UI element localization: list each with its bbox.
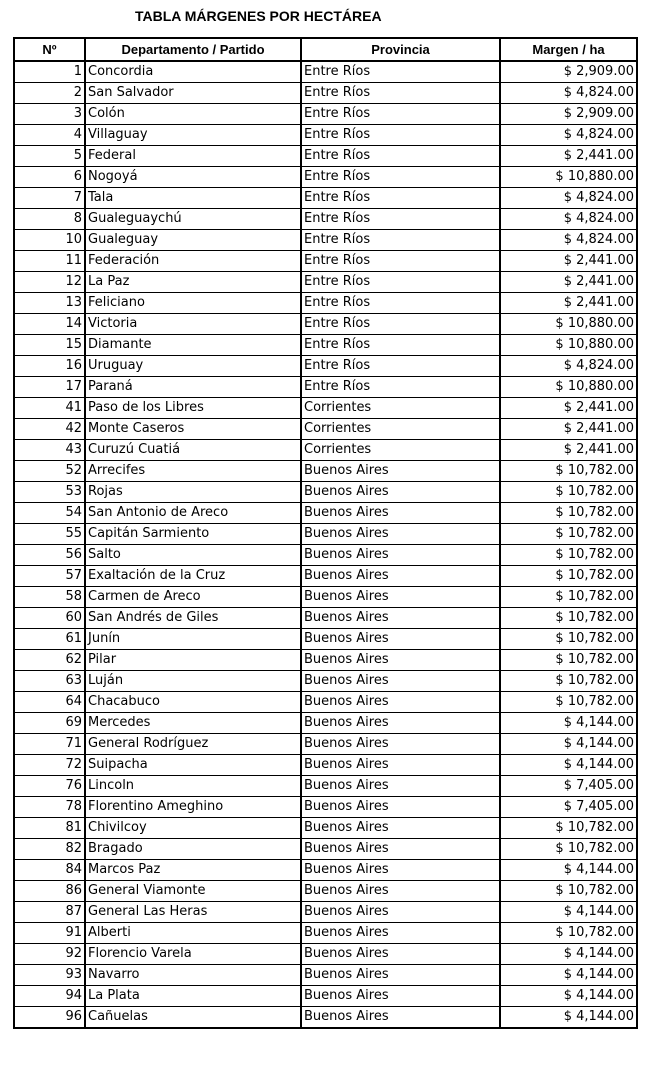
margin-cell: $ 7,405.00 — [500, 776, 637, 797]
margin-cell: $ 4,144.00 — [500, 1007, 637, 1029]
table-row — [14, 1007, 637, 1029]
province-cell: Corrientes — [301, 398, 500, 419]
province-cell: Buenos Aires — [301, 839, 500, 860]
province-cell: Entre Ríos — [301, 377, 500, 398]
table-row — [14, 692, 637, 713]
row-number: 54 — [14, 503, 85, 524]
department-cell: Navarro — [85, 965, 301, 986]
row-number: 2 — [14, 83, 85, 104]
province-cell: Corrientes — [301, 419, 500, 440]
province-cell: Entre Ríos — [301, 335, 500, 356]
table-row — [14, 755, 637, 776]
header-province: Provincia — [301, 38, 500, 61]
department-cell: General Viamonte — [85, 881, 301, 902]
row-number: 8 — [14, 209, 85, 230]
province-cell: Buenos Aires — [301, 650, 500, 671]
department-cell: Nogoyá — [85, 167, 301, 188]
province-cell: Corrientes — [301, 440, 500, 461]
row-number: 71 — [14, 734, 85, 755]
table-row — [14, 650, 637, 671]
margin-cell: $ 10,782.00 — [500, 629, 637, 650]
margin-cell: $ 2,441.00 — [500, 272, 637, 293]
table-row — [14, 566, 637, 587]
department-cell: Tala — [85, 188, 301, 209]
table-row — [14, 587, 637, 608]
table-row — [14, 461, 637, 482]
table-row — [14, 146, 637, 167]
department-cell: Florencio Varela — [85, 944, 301, 965]
table-row — [14, 524, 637, 545]
table-row — [14, 944, 637, 965]
row-number: 78 — [14, 797, 85, 818]
margin-cell: $ 4,144.00 — [500, 713, 637, 734]
margin-cell: $ 2,441.00 — [500, 251, 637, 272]
row-number: 11 — [14, 251, 85, 272]
department-cell: Mercedes — [85, 713, 301, 734]
province-cell: Entre Ríos — [301, 293, 500, 314]
row-number: 62 — [14, 650, 85, 671]
table-row — [14, 167, 637, 188]
table-row — [14, 713, 637, 734]
province-cell: Entre Ríos — [301, 104, 500, 125]
department-cell: San Salvador — [85, 83, 301, 104]
department-cell: Pilar — [85, 650, 301, 671]
table-row — [14, 335, 637, 356]
department-cell: Colón — [85, 104, 301, 125]
row-number: 69 — [14, 713, 85, 734]
row-number: 84 — [14, 860, 85, 881]
row-number: 53 — [14, 482, 85, 503]
province-cell: Entre Ríos — [301, 230, 500, 251]
province-cell: Buenos Aires — [301, 713, 500, 734]
department-cell: Gualeguaychú — [85, 209, 301, 230]
row-number: 57 — [14, 566, 85, 587]
province-cell: Entre Ríos — [301, 188, 500, 209]
department-cell: San Andrés de Giles — [85, 608, 301, 629]
row-number: 5 — [14, 146, 85, 167]
department-cell: Alberti — [85, 923, 301, 944]
department-cell: Paraná — [85, 377, 301, 398]
table-row — [14, 902, 637, 923]
province-cell: Buenos Aires — [301, 881, 500, 902]
table-row — [14, 377, 637, 398]
province-cell: Entre Ríos — [301, 125, 500, 146]
margin-cell: $ 4,144.00 — [500, 734, 637, 755]
row-number: 81 — [14, 818, 85, 839]
department-cell: Luján — [85, 671, 301, 692]
margin-cell: $ 4,824.00 — [500, 356, 637, 377]
table-row — [14, 230, 637, 251]
province-cell: Buenos Aires — [301, 923, 500, 944]
margin-cell: $ 4,824.00 — [500, 209, 637, 230]
row-number: 86 — [14, 881, 85, 902]
margin-cell: $ 10,782.00 — [500, 671, 637, 692]
row-number: 10 — [14, 230, 85, 251]
header-department: Departamento / Partido — [85, 38, 301, 61]
row-number: 60 — [14, 608, 85, 629]
margin-cell: $ 10,880.00 — [500, 335, 637, 356]
margin-cell: $ 10,782.00 — [500, 482, 637, 503]
department-cell: Paso de los Libres — [85, 398, 301, 419]
margin-cell: $ 10,782.00 — [500, 566, 637, 587]
department-cell: Uruguay — [85, 356, 301, 377]
table-row — [14, 839, 637, 860]
margin-cell: $ 4,824.00 — [500, 125, 637, 146]
margin-cell: $ 4,144.00 — [500, 965, 637, 986]
province-cell: Buenos Aires — [301, 818, 500, 839]
margin-cell: $ 2,441.00 — [500, 419, 637, 440]
margin-cell: $ 10,782.00 — [500, 524, 637, 545]
province-cell: Entre Ríos — [301, 83, 500, 104]
margin-cell: $ 10,880.00 — [500, 167, 637, 188]
province-cell: Entre Ríos — [301, 167, 500, 188]
province-cell: Buenos Aires — [301, 902, 500, 923]
department-cell: Junín — [85, 629, 301, 650]
department-cell: Chacabuco — [85, 692, 301, 713]
table-row — [14, 482, 637, 503]
table-row — [14, 545, 637, 566]
department-cell: Federal — [85, 146, 301, 167]
department-cell: Curuzú Cuatiá — [85, 440, 301, 461]
table-row — [14, 61, 637, 83]
row-number: 7 — [14, 188, 85, 209]
margin-cell: $ 10,782.00 — [500, 692, 637, 713]
province-cell: Buenos Aires — [301, 482, 500, 503]
department-cell: Capitán Sarmiento — [85, 524, 301, 545]
table-row — [14, 104, 637, 125]
header-number: Nº — [14, 38, 85, 61]
department-cell: Concordia — [85, 61, 301, 83]
province-cell: Buenos Aires — [301, 797, 500, 818]
margin-cell: $ 2,441.00 — [500, 398, 637, 419]
department-cell: Rojas — [85, 482, 301, 503]
province-cell: Buenos Aires — [301, 1007, 500, 1029]
row-number: 55 — [14, 524, 85, 545]
row-number: 64 — [14, 692, 85, 713]
margin-cell: $ 10,782.00 — [500, 923, 637, 944]
row-number: 13 — [14, 293, 85, 314]
department-cell: General Las Heras — [85, 902, 301, 923]
table-header-row — [14, 38, 637, 61]
department-cell: Diamante — [85, 335, 301, 356]
margin-cell: $ 10,782.00 — [500, 587, 637, 608]
department-cell: Gualeguay — [85, 230, 301, 251]
margin-cell: $ 4,824.00 — [500, 188, 637, 209]
margin-cell: $ 10,782.00 — [500, 608, 637, 629]
margin-cell: $ 10,782.00 — [500, 818, 637, 839]
table-row — [14, 356, 637, 377]
department-cell: Florentino Ameghino — [85, 797, 301, 818]
table-row — [14, 125, 637, 146]
province-cell: Buenos Aires — [301, 629, 500, 650]
province-cell: Entre Ríos — [301, 209, 500, 230]
margin-cell: $ 10,782.00 — [500, 839, 637, 860]
margin-cell: $ 4,824.00 — [500, 83, 637, 104]
table-row — [14, 293, 637, 314]
margin-cell: $ 2,909.00 — [500, 61, 637, 83]
row-number: 93 — [14, 965, 85, 986]
department-cell: Cañuelas — [85, 1007, 301, 1029]
province-cell: Buenos Aires — [301, 503, 500, 524]
department-cell: Federación — [85, 251, 301, 272]
row-number: 63 — [14, 671, 85, 692]
margin-cell: $ 10,782.00 — [500, 503, 637, 524]
province-cell: Buenos Aires — [301, 692, 500, 713]
province-cell: Entre Ríos — [301, 314, 500, 335]
row-number: 61 — [14, 629, 85, 650]
department-cell: Villaguay — [85, 125, 301, 146]
table-row — [14, 797, 637, 818]
margin-cell: $ 4,144.00 — [500, 944, 637, 965]
row-number: 92 — [14, 944, 85, 965]
department-cell: Chivilcoy — [85, 818, 301, 839]
province-cell: Buenos Aires — [301, 986, 500, 1007]
row-number: 52 — [14, 461, 85, 482]
province-cell: Buenos Aires — [301, 734, 500, 755]
row-number: 12 — [14, 272, 85, 293]
table-row — [14, 860, 637, 881]
margin-cell: $ 4,144.00 — [500, 986, 637, 1007]
department-cell: La Paz — [85, 272, 301, 293]
table-row — [14, 629, 637, 650]
table-row — [14, 251, 637, 272]
table-row — [14, 965, 637, 986]
row-number: 87 — [14, 902, 85, 923]
province-cell: Buenos Aires — [301, 545, 500, 566]
row-number: 1 — [14, 61, 85, 83]
department-cell: Carmen de Areco — [85, 587, 301, 608]
table-row — [14, 776, 637, 797]
row-number: 43 — [14, 440, 85, 461]
margin-cell: $ 2,441.00 — [500, 440, 637, 461]
table-row — [14, 881, 637, 902]
table-row — [14, 440, 637, 461]
department-cell: Feliciano — [85, 293, 301, 314]
margin-cell: $ 4,144.00 — [500, 860, 637, 881]
table-row — [14, 272, 637, 293]
row-number: 17 — [14, 377, 85, 398]
row-number: 16 — [14, 356, 85, 377]
table-row — [14, 818, 637, 839]
row-number: 76 — [14, 776, 85, 797]
province-cell: Buenos Aires — [301, 776, 500, 797]
province-cell: Buenos Aires — [301, 965, 500, 986]
table-row — [14, 188, 637, 209]
province-cell: Buenos Aires — [301, 755, 500, 776]
table-row — [14, 83, 637, 104]
province-cell: Buenos Aires — [301, 566, 500, 587]
margin-cell: $ 10,782.00 — [500, 881, 637, 902]
department-cell: San Antonio de Areco — [85, 503, 301, 524]
department-cell: Victoria — [85, 314, 301, 335]
department-cell: Exaltación de la Cruz — [85, 566, 301, 587]
table-row — [14, 734, 637, 755]
margin-cell: $ 4,144.00 — [500, 902, 637, 923]
row-number: 6 — [14, 167, 85, 188]
department-cell: La Plata — [85, 986, 301, 1007]
margin-cell: $ 10,782.00 — [500, 545, 637, 566]
province-cell: Entre Ríos — [301, 146, 500, 167]
margins-table — [13, 37, 638, 1029]
row-number: 3 — [14, 104, 85, 125]
province-cell: Buenos Aires — [301, 587, 500, 608]
table-row — [14, 986, 637, 1007]
table-row — [14, 608, 637, 629]
row-number: 56 — [14, 545, 85, 566]
row-number: 4 — [14, 125, 85, 146]
table-body — [14, 61, 637, 1028]
province-cell: Buenos Aires — [301, 944, 500, 965]
province-cell: Entre Ríos — [301, 251, 500, 272]
row-number: 94 — [14, 986, 85, 1007]
margin-cell: $ 10,782.00 — [500, 461, 637, 482]
margin-cell: $ 10,782.00 — [500, 650, 637, 671]
row-number: 72 — [14, 755, 85, 776]
row-number: 42 — [14, 419, 85, 440]
margin-cell: $ 2,909.00 — [500, 104, 637, 125]
province-cell: Buenos Aires — [301, 524, 500, 545]
province-cell: Buenos Aires — [301, 860, 500, 881]
table-row — [14, 671, 637, 692]
department-cell: Marcos Paz — [85, 860, 301, 881]
row-number: 41 — [14, 398, 85, 419]
department-cell: Lincoln — [85, 776, 301, 797]
row-number: 96 — [14, 1007, 85, 1029]
province-cell: Entre Ríos — [301, 356, 500, 377]
table-row — [14, 314, 637, 335]
province-cell: Buenos Aires — [301, 461, 500, 482]
table-row — [14, 398, 637, 419]
table-row — [14, 209, 637, 230]
margin-cell: $ 4,824.00 — [500, 230, 637, 251]
province-cell: Buenos Aires — [301, 671, 500, 692]
margin-cell: $ 10,880.00 — [500, 314, 637, 335]
row-number: 82 — [14, 839, 85, 860]
department-cell: General Rodríguez — [85, 734, 301, 755]
province-cell: Entre Ríos — [301, 61, 500, 83]
table-row — [14, 923, 637, 944]
department-cell: Bragado — [85, 839, 301, 860]
department-cell: Salto — [85, 545, 301, 566]
row-number: 91 — [14, 923, 85, 944]
row-number: 14 — [14, 314, 85, 335]
row-number: 58 — [14, 587, 85, 608]
table-row — [14, 419, 637, 440]
margin-cell: $ 7,405.00 — [500, 797, 637, 818]
table-title: TABLA MÁRGENES POR HECTÁREA — [135, 8, 382, 24]
margin-cell: $ 10,880.00 — [500, 377, 637, 398]
table-row — [14, 503, 637, 524]
province-cell: Entre Ríos — [301, 272, 500, 293]
margin-cell: $ 2,441.00 — [500, 146, 637, 167]
margin-cell: $ 2,441.00 — [500, 293, 637, 314]
department-cell: Monte Caseros — [85, 419, 301, 440]
row-number: 15 — [14, 335, 85, 356]
department-cell: Suipacha — [85, 755, 301, 776]
header-margin: Margen / ha — [500, 38, 637, 61]
department-cell: Arrecifes — [85, 461, 301, 482]
province-cell: Buenos Aires — [301, 608, 500, 629]
margin-cell: $ 4,144.00 — [500, 755, 637, 776]
